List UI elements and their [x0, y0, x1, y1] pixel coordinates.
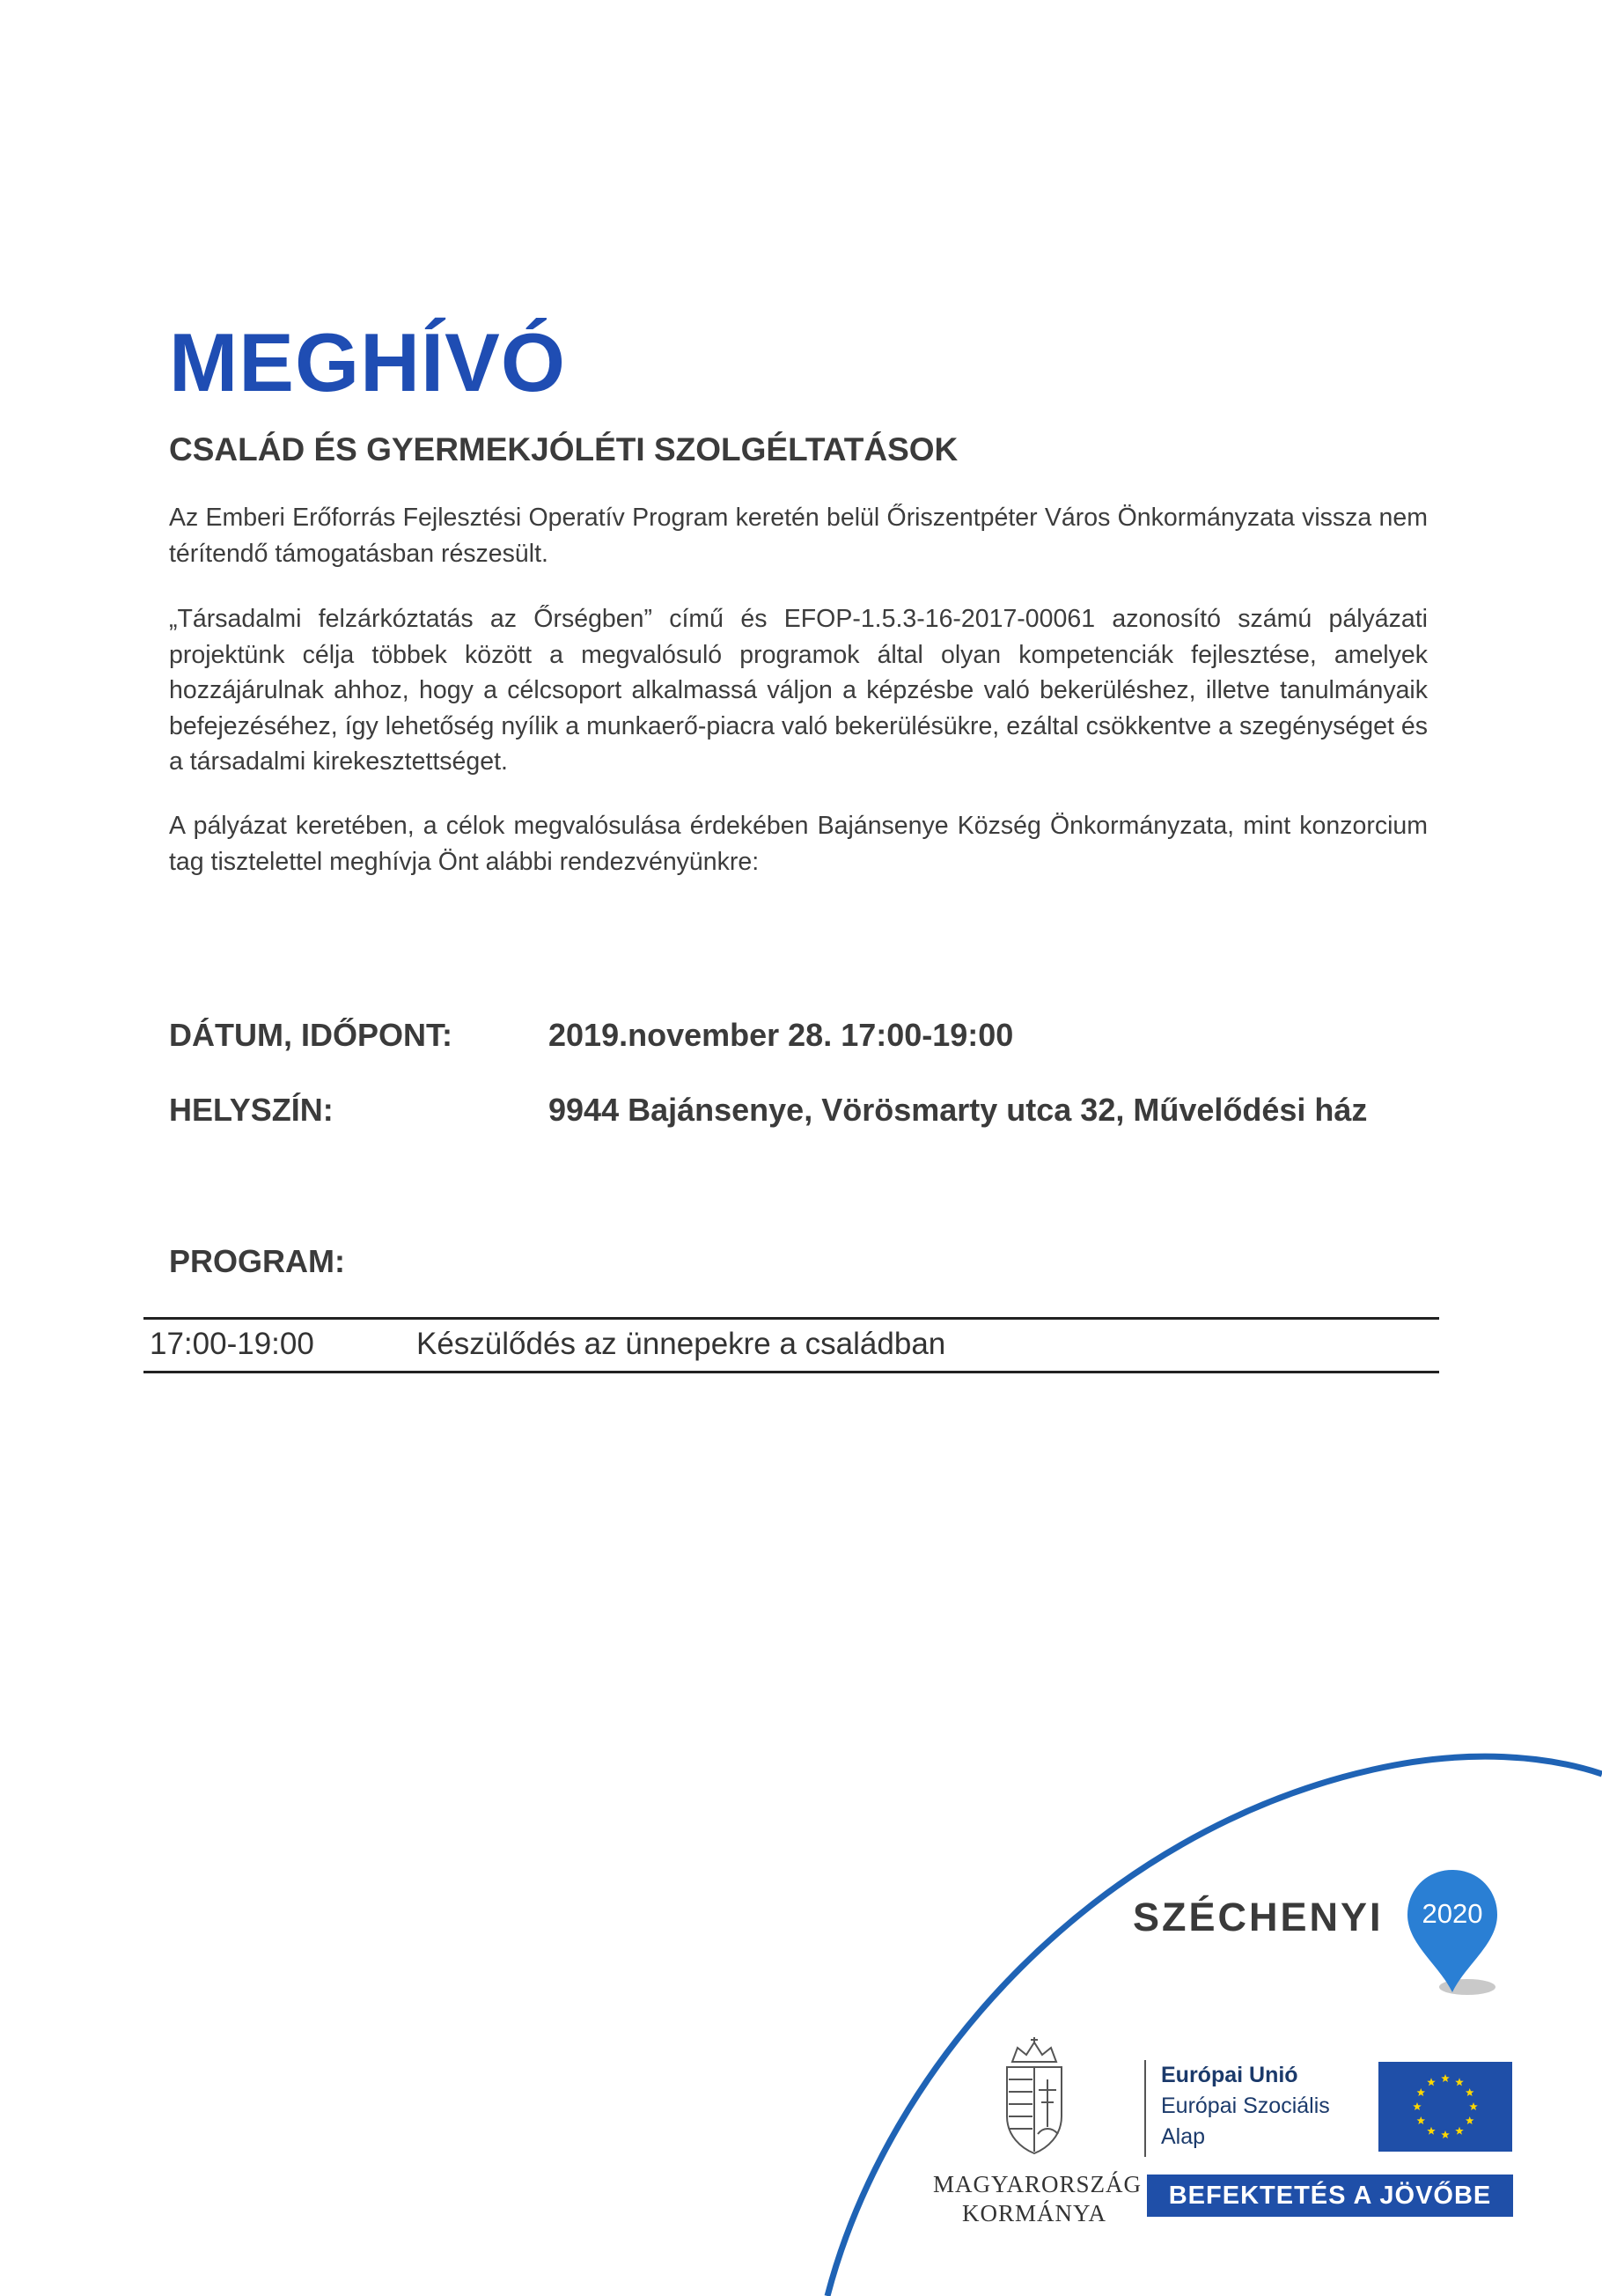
- date-label: DÁTUM, IDŐPONT:: [169, 1017, 452, 1053]
- hungarian-coat-of-arms-icon: [995, 2035, 1074, 2159]
- date-value: 2019.november 28. 17:00-19:00: [548, 1017, 1014, 1053]
- eu-line3: Alap: [1161, 2124, 1206, 2149]
- eu-flag-icon: [1378, 2062, 1512, 2152]
- eu-line1: Európai Unió: [1161, 2063, 1298, 2087]
- intro-paragraph: Az Emberi Erőforrás Fejlesztési Operatív Program keretén belül Őriszentpéter Város Önkormányzata vissza nem térítendő támogatásban részesült.: [169, 504, 1428, 568]
- eu-line2: Európai Szociális: [1161, 2094, 1330, 2118]
- invest-banner: BEFEKTETÉS A JÖVŐBE: [1147, 2175, 1513, 2217]
- logo-divider: [1144, 2060, 1146, 2157]
- szechenyi-year: 2020: [1422, 1898, 1483, 1929]
- page-subtitle: CSALÁD ÉS GYERMEKJÓLÉTI SZOLGÉLTATÁSOK: [169, 431, 959, 467]
- program-time: 17:00-19:00: [150, 1327, 314, 1361]
- program-description: Készülődés az ünnepekre a családban: [416, 1327, 946, 1361]
- page-title: MEGHÍVÓ: [169, 316, 566, 408]
- invitation-paragraph: A pályázat keretében, a célok megvalósulása érdekében Bajánsenye Község Önkormányzata, mint konzorcium tag tisztelettel meghívja Önt alábbi rendezvényünkre:: [169, 812, 1428, 876]
- program-label: PROGRAM:: [169, 1243, 345, 1279]
- place-label: HELYSZÍN:: [169, 1092, 334, 1128]
- government-logo-text: [933, 2170, 1143, 2228]
- szechenyi-logo-text: SZÉCHENYI: [1133, 1895, 1384, 1939]
- gov-line2: KORMÁNYA: [961, 2200, 1106, 2226]
- szechenyi-pin-icon: [1404, 1866, 1501, 1998]
- project-paragraph: „Társadalmi felzárkóztatás az Őrségben” című és EFOP-1.5.3-16-2017-00061 azonosító számú pályázati projektünk célja többek között a megvalósuló programok által olyan kompetenciák fejlesztése, amelyek hozzájárulnak ahhoz, hogy a célcsoport alkalmassá váljon a képzésbe való bekerüléshez, illetve tanulmányaik befejezéséhez, így lehetőség nyílik a munkaerő-piacra való bekerülésükre, ezáltal csökkentve a szegénységet és a társadalmi kirekesztettséget.: [169, 605, 1428, 776]
- gov-line1: MAGYARORSZÁG: [933, 2171, 1143, 2197]
- place-value: 9944 Bajánsenye, Vörösmarty utca 32, Művelődési ház: [548, 1092, 1368, 1128]
- program-table: [143, 1317, 1439, 1373]
